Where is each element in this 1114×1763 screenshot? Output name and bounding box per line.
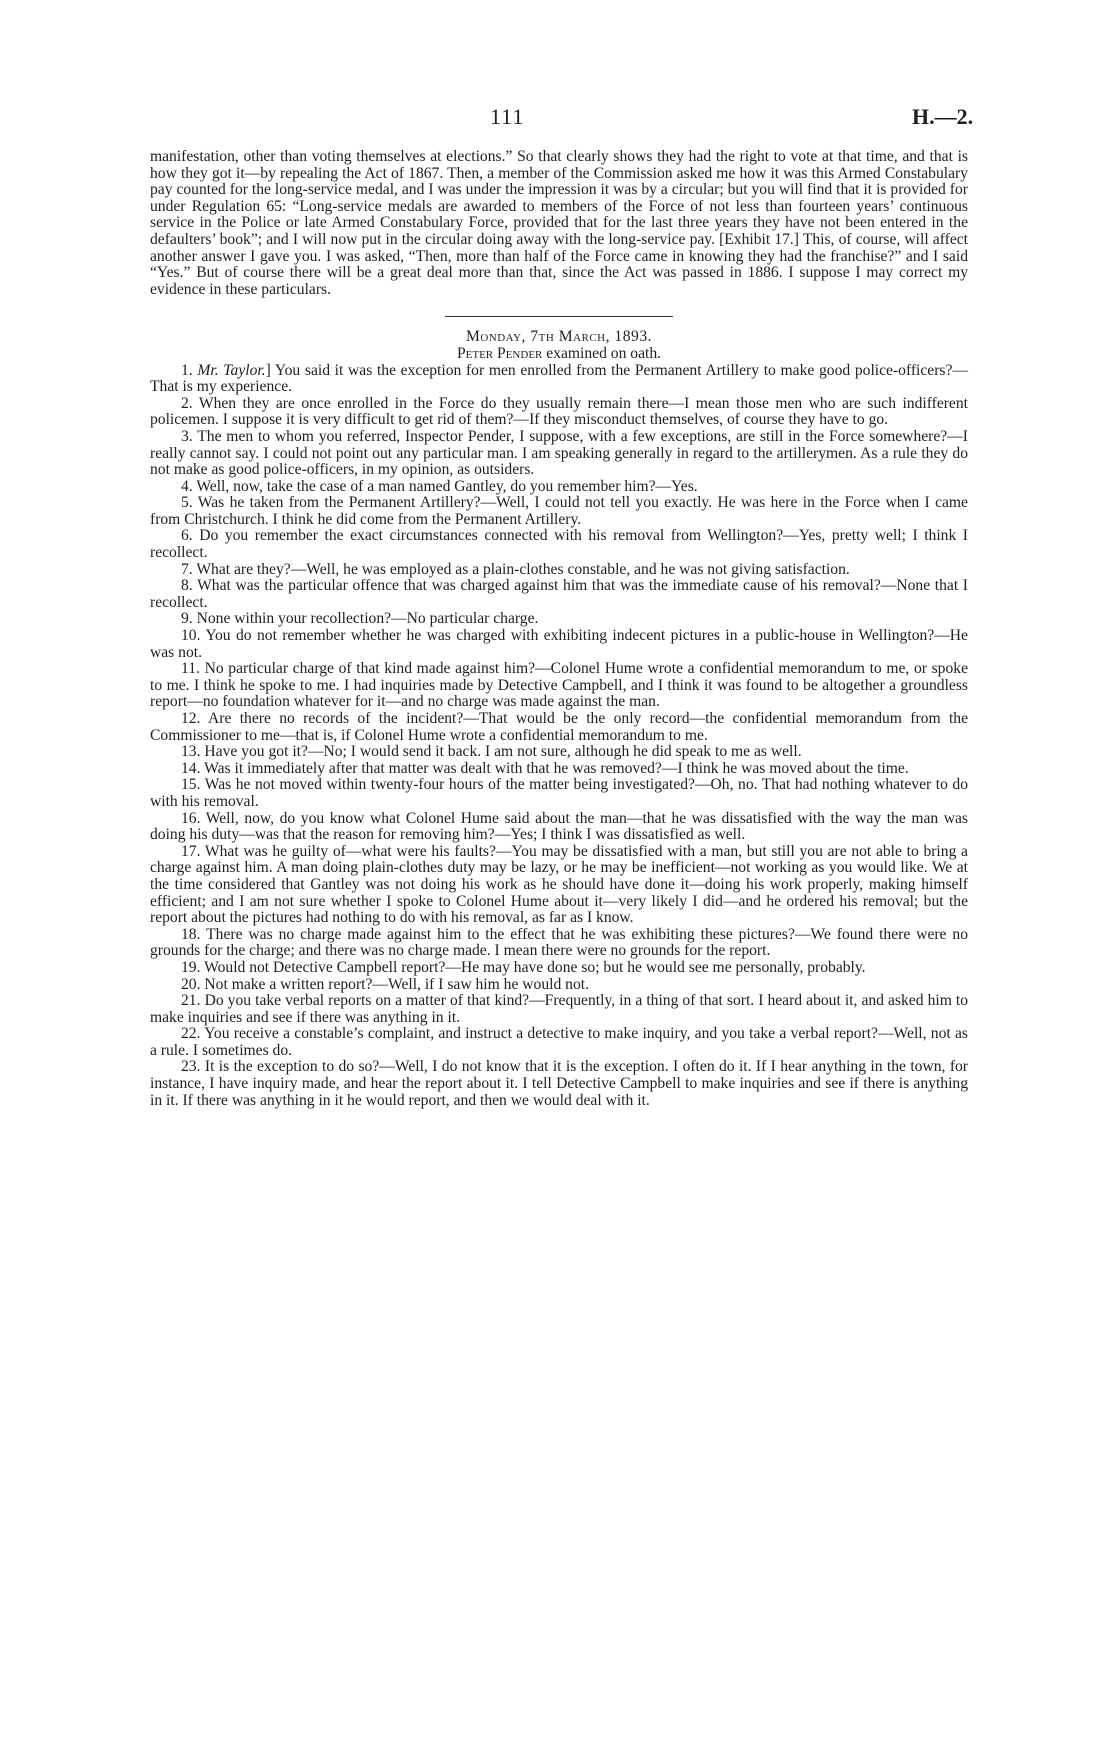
question-text: The men to whom you referred, Inspector Pender, I suppose, with a few exceptions, are still in the Force somewhere?—I really cannot say. I could not point out any particular man. I am speaking generally in regard to the artillerymen. As a rule they do not make as good police-officers, in my opinion, as outsiders. bbox=[150, 427, 968, 479]
question-text: Well, now, take the case of a man named Gantley, do you remember him?—Yes. bbox=[196, 477, 698, 495]
question-item bbox=[150, 744, 968, 761]
question-number: 23. bbox=[181, 1058, 201, 1076]
question-number: 19. bbox=[181, 958, 201, 976]
question-number: 22. bbox=[181, 1025, 201, 1043]
question-number: 7. bbox=[181, 560, 193, 578]
question-item bbox=[150, 711, 968, 744]
question-number: 8. bbox=[181, 577, 193, 595]
question-text: Was he taken from the Permanent Artillery?—Well, I could not tell you exactly. He was here in the Force when I came from Christchurch. I think he did come from the Permanent Artillery. bbox=[150, 494, 968, 528]
question-item bbox=[150, 811, 968, 844]
question-text: Do you remember the exact circumstances connected with his removal from Wellington?—Yes, pretty well; I think I recollect. bbox=[150, 527, 968, 562]
question-item bbox=[150, 927, 968, 960]
speaker-name: Mr. Taylor. bbox=[197, 361, 266, 379]
question-number: 6. bbox=[181, 527, 193, 545]
question-text: When they are once enrolled in the Force do they usually remain there—I mean those men who are such indifferent policemen. I suppose it is very difficult to get rid of them?—If they misconduct themselves, of course they have to go. bbox=[150, 394, 968, 429]
question-number: 5. bbox=[181, 494, 193, 512]
question-text: ] You said it was the exception for men enrolled from the Permanent Artillery to make good police-officers?—That is my experience. bbox=[150, 361, 968, 396]
question-number: 18. bbox=[181, 925, 201, 943]
question-item bbox=[150, 429, 968, 479]
question-number: 15. bbox=[181, 776, 201, 794]
continuation-paragraph: manifestation, other than voting themselves at elections.” So that clearly shows they had the right to vote at that time, and that is how they got it—by repealing the Act of 1867. Then, a member of the Commission asked me how it was this Armed Constabulary pay counted for the long-service medal, and I was under the impression it was by a circular; but you will find that it is provided for under Regulation 65: “Long-service medals are awarded to members of the Force of not less than fourteen years’ continuous service in the Police or late Armed Constabulary Force, provided that for the last three years they have not been entered in the defaulters’ book”; and I will now put in the circular doing away with the long-service pay. [Exhibit 17.] This, of course, will affect another answer I gave you. I was asked, “Then, more than half of the Force came in knowing they had the franchise?” and I said “Yes.” But of course there will be a great deal more than that, since the Act was passed in 1886. I suppose I may correct my evidence in these particulars. bbox=[150, 148, 968, 298]
question-text: There was no charge made against him to the effect that he was exhibiting these pictures?—We found there were no grounds for the charge; and there was no charge made. I mean there were no grounds for the report. bbox=[150, 925, 968, 960]
question-item bbox=[150, 611, 968, 628]
question-text: Not make a written report?—Well, if I saw him he would not. bbox=[204, 975, 589, 993]
question-number: 12. bbox=[181, 710, 201, 727]
question-item bbox=[150, 363, 968, 396]
question-item bbox=[150, 993, 968, 1026]
question-item bbox=[150, 1059, 968, 1109]
question-text: What are they?—Well, he was employed as a plain-clothes constable, and he was not giving satisfaction. bbox=[196, 560, 850, 578]
question-number: 16. bbox=[181, 809, 201, 827]
question-item bbox=[150, 628, 968, 661]
question-number: 3. bbox=[181, 427, 193, 445]
question-item bbox=[150, 844, 968, 927]
question-item bbox=[150, 661, 968, 711]
question-item bbox=[150, 479, 968, 496]
question-number: 13. bbox=[181, 743, 201, 761]
question-number: 11. bbox=[181, 660, 200, 678]
question-number: 20. bbox=[181, 975, 201, 993]
question-text: Well, now, do you know what Colonel Hume said about the man—that he was dissatisfied with the way the man was doing his duty—was that the reason for removing him?—Yes; I think I was dissatisfied as well. bbox=[150, 809, 968, 844]
question-item bbox=[150, 977, 968, 994]
witness-suffix: examined on oath. bbox=[542, 344, 662, 362]
question-number: 2. bbox=[181, 394, 193, 412]
session-date: Monday, 7th March, 1893. bbox=[465, 328, 653, 346]
question-text: Are there no records of the incident?—That would be the only record—the confidential memorandum from the Commissioner to me—that is, if Colonel Hume wrote a confidential memorandum to me. bbox=[150, 710, 968, 744]
question-text: You receive a constable’s complaint, and instruct a detective to make inquiry, and you take a verbal report?—Well, not as a rule. I sometimes do. bbox=[150, 1025, 968, 1059]
question-item bbox=[150, 761, 968, 778]
witness-name: Peter Pender bbox=[456, 344, 543, 362]
question-text: Was it immediately after that matter was dealt with that he was removed?—I think he was moved about the time. bbox=[204, 759, 909, 777]
question-number: 9. bbox=[181, 610, 193, 628]
page-header bbox=[0, 104, 1114, 134]
question-text: Would not Detective Campbell report?—He may have done so; but he would see me personally, probably. bbox=[204, 958, 866, 976]
question-number: 10. bbox=[181, 627, 201, 645]
page-number: 111 bbox=[490, 104, 525, 129]
question-item bbox=[150, 960, 968, 977]
question-number: 21. bbox=[181, 992, 201, 1010]
question-text: No particular charge of that kind made against him?—Colonel Hume wrote a confidential memorandum to me, or spoke to me. I think he spoke to me. I had inquiries made by Detective Campbell, and I think it was found to be altogether a groundless report—no foundation whatever for it—and no charge was made against the man. bbox=[150, 660, 968, 711]
series-code: H.—2. bbox=[912, 104, 974, 129]
question-item bbox=[150, 1026, 968, 1059]
question-number: 1. bbox=[181, 361, 193, 379]
question-item bbox=[150, 528, 968, 561]
question-item bbox=[150, 562, 968, 579]
question-item bbox=[150, 396, 968, 429]
question-number: 4. bbox=[181, 477, 193, 495]
document-body bbox=[150, 149, 968, 1109]
section-divider bbox=[445, 316, 673, 317]
question-number: 14. bbox=[181, 759, 201, 777]
question-text: Have you got it?—No; I would send it back. I am not sure, although he did speak to me as well. bbox=[204, 743, 802, 761]
witness-heading bbox=[150, 346, 968, 363]
question-text: You do not remember whether he was charged with exhibiting indecent pictures in a public-house in Wellington?—He was not. bbox=[150, 627, 968, 661]
question-item bbox=[150, 578, 968, 611]
question-text: What was he guilty of—what were his faults?—You may be dissatisfied with a man, but still you are not able to bring a charge against him. A man doing plain-clothes duty may be lazy, or he may be inefficient—not working as you would like. We at the time considered that Gantley was not doing his work as he should have done it—doing his work properly, making himself efficient; and I am not sure whether I spoke to Colonel Hume about it—very likely I did—and he ordered his removal; but the report about the pictures had nothing to do with his removal, as far as I know. bbox=[150, 842, 968, 927]
question-item bbox=[150, 777, 968, 810]
question-text: None within your recollection?—No particular charge. bbox=[196, 610, 539, 628]
question-text: What was the particular offence that was charged against him that was the immediate cause of his removal?—None that I recollect. bbox=[150, 577, 968, 611]
question-text: It is the exception to do so?—Well, I do not know that it is the exception. I often do it. If I hear anything in the town, for instance, I have inquiry made, and hear the report about it. I tell Detective Campbell to make inquiries and see if there is anything in it. If there was anything in it he would report, and then we would deal with it. bbox=[150, 1058, 968, 1109]
question-list bbox=[150, 363, 968, 1110]
question-text: Do you take verbal reports on a matter of that kind?—Frequently, in a thing of that sort. I heard about it, and asked him to make inquiries and see if there was anything in it. bbox=[150, 992, 968, 1026]
question-text: Was he not moved within twenty-four hours of the matter being investigated?—Oh, no. That had nothing whatever to do with his removal. bbox=[150, 776, 968, 810]
question-item bbox=[150, 495, 968, 528]
question-number: 17. bbox=[181, 842, 201, 860]
